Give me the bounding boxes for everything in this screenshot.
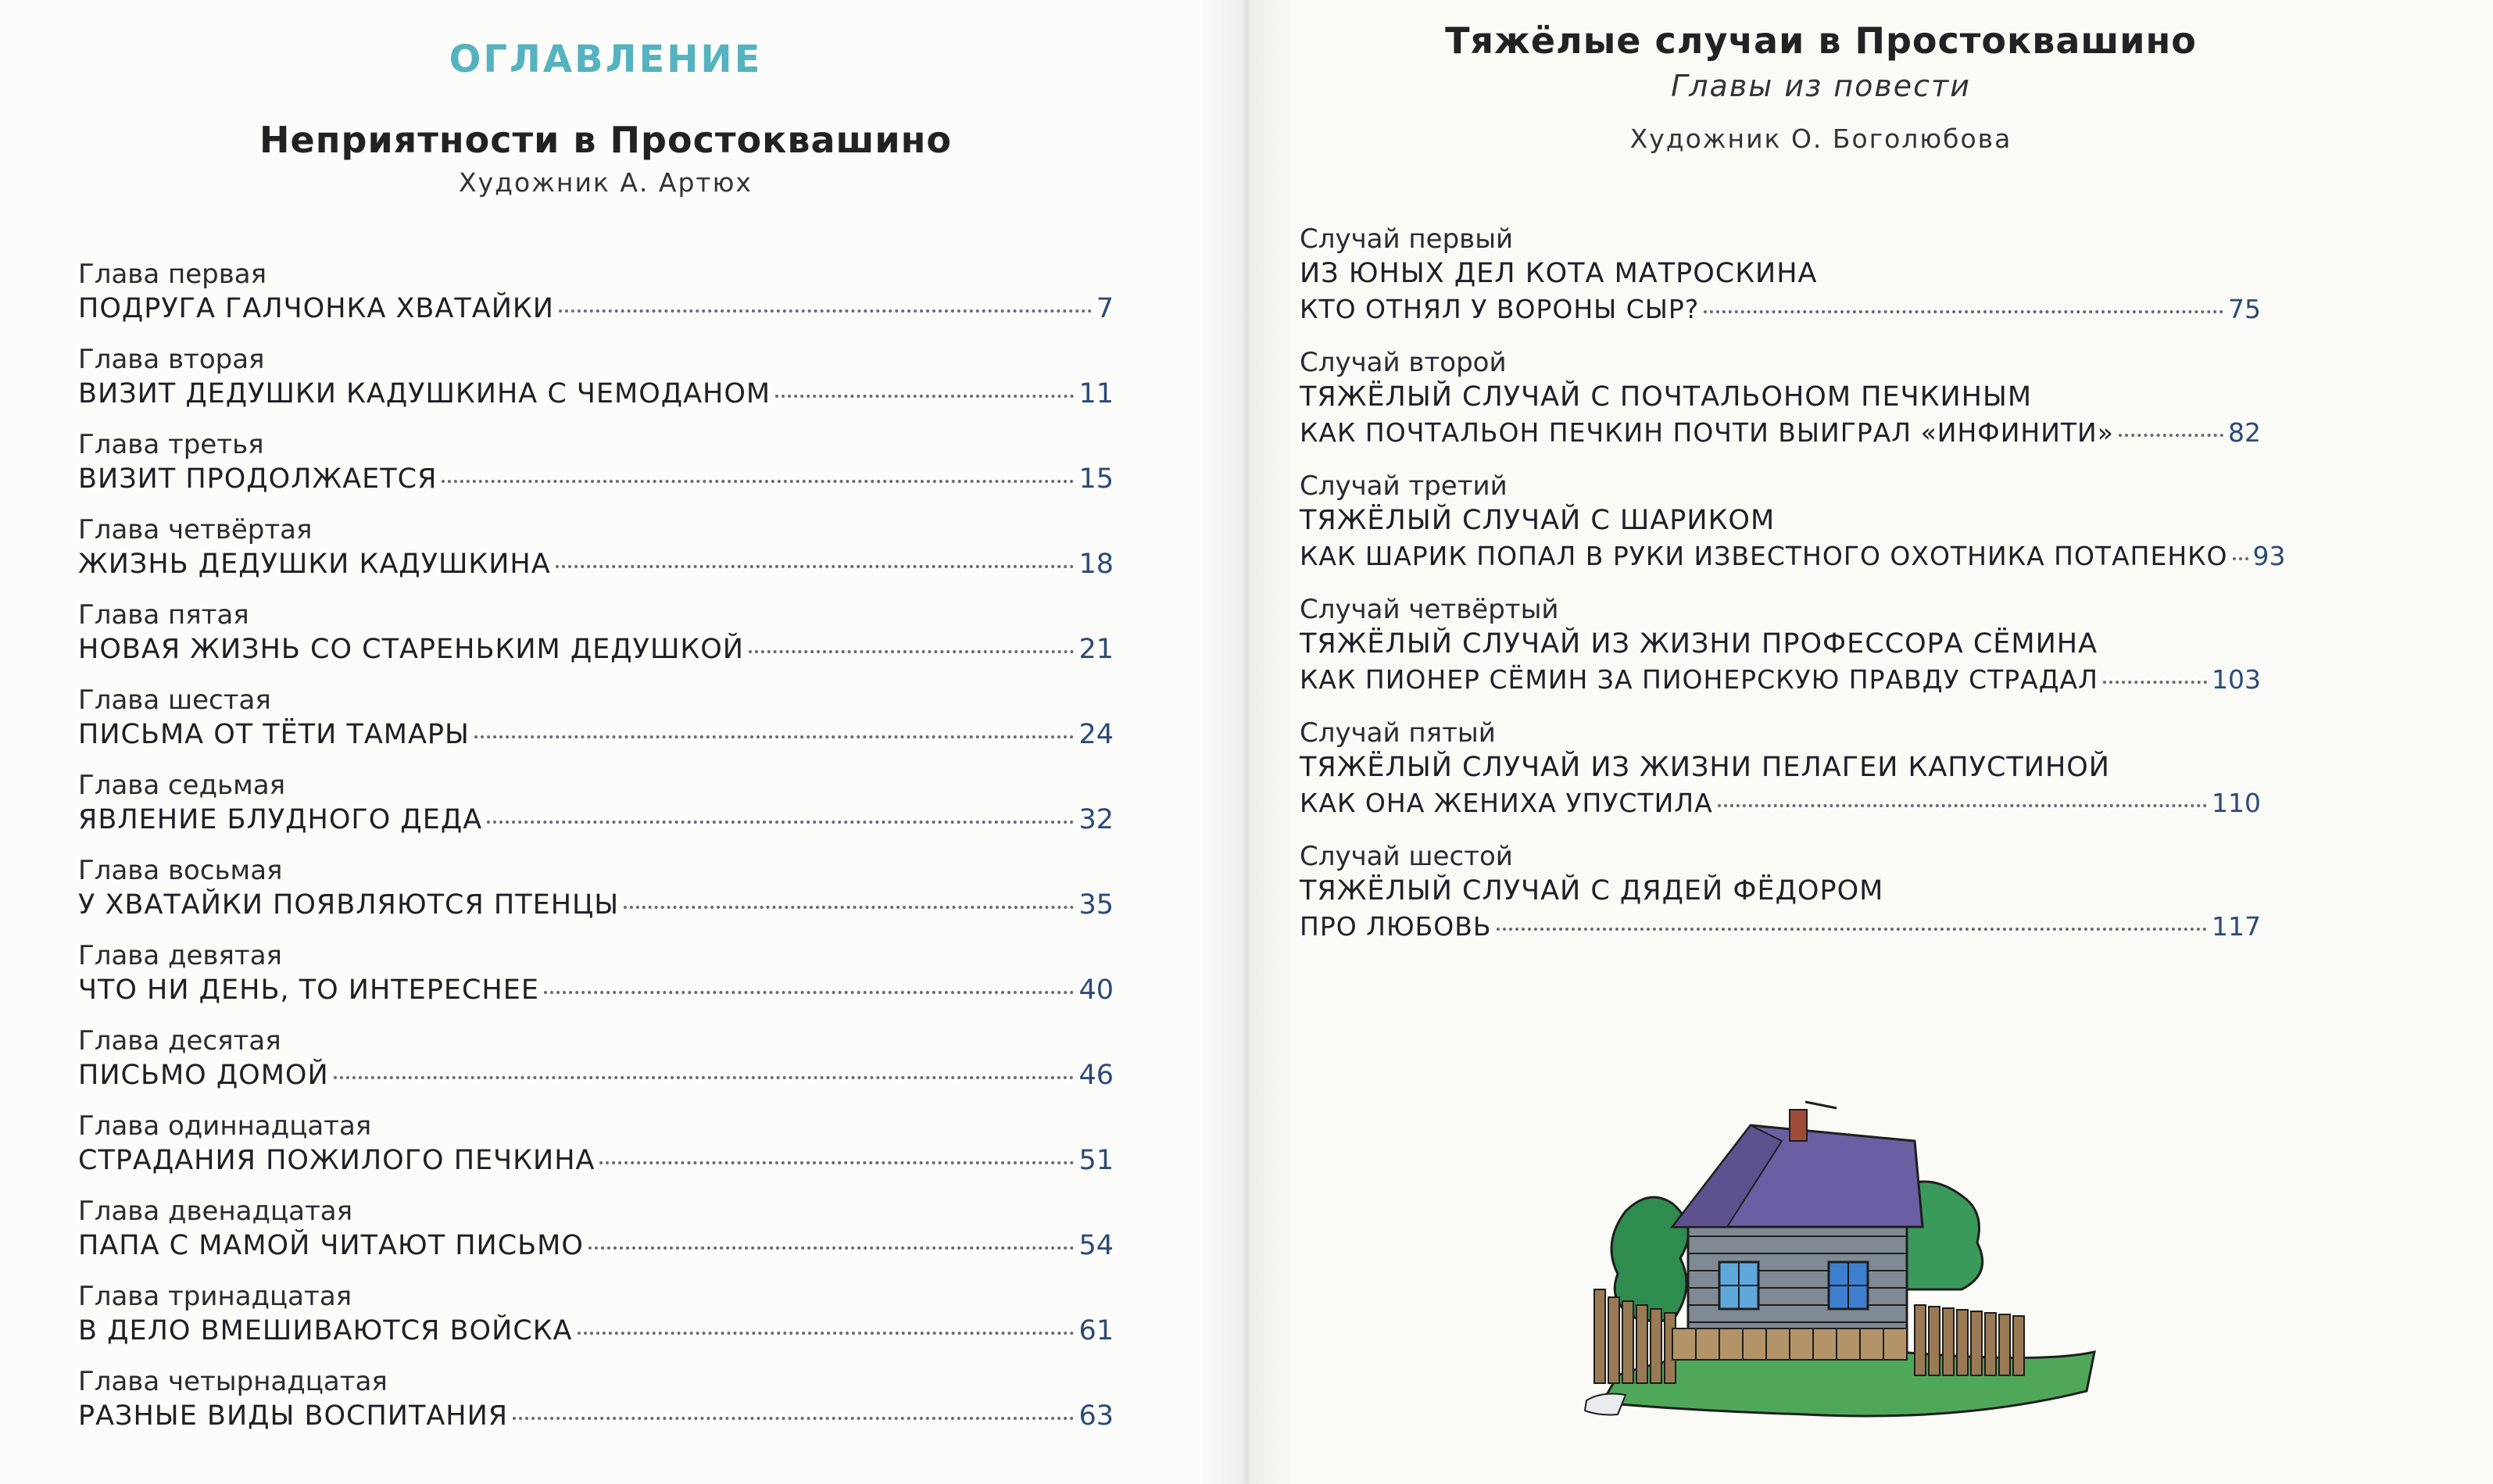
page-number: 82 xyxy=(2228,417,2261,448)
case-subtitle: КАК ПИОНЕР СЁМИН ЗА ПИОНЕРСКУЮ ПРАВДУ СТРАДАЛ xyxy=(1300,664,2098,695)
case-subtitle: ПРО ЛЮБОВЬ xyxy=(1300,911,1492,942)
dot-leader xyxy=(588,1246,1075,1250)
case-title: ТЯЖЁЛЫЙ СЛУЧАЙ ИЗ ЖИЗНИ ПЕЛАГЕИ КАПУСТИНОЙ xyxy=(1300,752,2110,783)
left-artist-credit: Художник А. Артюх xyxy=(459,167,753,198)
chapter-entry[interactable] xyxy=(78,854,1114,939)
dot-leader xyxy=(334,1076,1075,1079)
chapter-title: РАЗНЫЕ ВИДЫ ВОСПИТАНИЯ xyxy=(78,1400,509,1432)
case-subtitle: КАК ШАРИК ПОПАЛ В РУКИ ИЗВЕСТНОГО ОХОТНИКА ПОТАПЕНКО xyxy=(1300,541,2228,571)
left-section-title: Неприятности в Простоквашино xyxy=(259,119,952,161)
chapter-label: Глава седьмая xyxy=(78,770,286,801)
dot-leader xyxy=(749,650,1074,653)
chapter-title: ЧТО НИ ДЕНЬ, ТО ИНТЕРЕСНЕЕ xyxy=(78,974,539,1006)
chapter-label: Глава третья xyxy=(78,429,264,460)
right-section-title: Тяжёлые случаи в Простоквашино xyxy=(1445,20,2197,62)
page-number: 93 xyxy=(2252,541,2286,571)
chapter-entry[interactable] xyxy=(78,258,1114,343)
page-number: 54 xyxy=(1078,1230,1114,1261)
chapter-title: У ХВАТАЙКИ ПОЯВЛЯЮТСЯ ПТЕНЦЫ xyxy=(78,889,620,921)
chapter-title: НОВАЯ ЖИЗНЬ СО СТАРЕНЬКИМ ДЕДУШКОЙ xyxy=(78,634,744,665)
dot-leader xyxy=(1718,804,2207,807)
chapter-entry[interactable] xyxy=(78,1195,1114,1280)
dot-leader xyxy=(559,309,1092,313)
case-label: Случай четвёртый xyxy=(1300,594,1559,625)
page-number: 15 xyxy=(1078,463,1114,495)
chapter-title: ЖИЗНЬ ДЕДУШКИ КАДУШКИНА xyxy=(78,549,551,580)
case-subtitle: КАК ОНА ЖЕНИХА УПУСТИЛА xyxy=(1300,788,1713,818)
chapter-label: Глава пятая xyxy=(78,599,249,631)
chapter-label: Глава четырнадцатая xyxy=(78,1366,388,1397)
chapter-label: Глава одиннадцатая xyxy=(78,1110,372,1142)
dot-leader xyxy=(474,735,1075,738)
chapter-entry[interactable] xyxy=(78,939,1114,1024)
dot-leader xyxy=(1497,928,2207,931)
page-number: 35 xyxy=(1078,889,1114,921)
page-number: 75 xyxy=(2228,294,2261,324)
case-title: ТЯЖЁЛЫЙ СЛУЧАЙ С ДЯДЕЙ ФЁДОРОМ xyxy=(1300,875,1884,906)
dot-leader xyxy=(442,480,1074,483)
right-artist-credit: Художник О. Боголюбова xyxy=(1629,123,2012,154)
page-number: 32 xyxy=(1078,804,1114,835)
toc-heading: ОГЛАВЛЕНИЕ xyxy=(449,38,763,81)
dot-leader xyxy=(2103,681,2207,684)
page-number: 21 xyxy=(1078,634,1114,665)
case-entry[interactable] xyxy=(1300,717,2261,840)
chapter-title: ПОДРУГА ГАЛЧОНКА ХВАТАЙКИ xyxy=(78,293,554,324)
chapter-title: ПАПА С МАМОЙ ЧИТАЮТ ПИСЬМО xyxy=(78,1230,584,1261)
page-number: 11 xyxy=(1078,378,1114,409)
chapter-entry[interactable] xyxy=(78,513,1114,599)
dot-leader xyxy=(624,906,1074,909)
case-subtitle: КАК ПОЧТАЛЬОН ПЕЧКИН ПОЧТИ ВЫИГРАЛ «ИНФИНИТИ» xyxy=(1300,417,2114,448)
chapter-entry[interactable] xyxy=(78,1110,1114,1195)
chapter-label: Глава двенадцатая xyxy=(78,1196,353,1227)
chapter-title: ЯВЛЕНИЕ БЛУДНОГО ДЕДА xyxy=(78,804,483,835)
chapter-entry[interactable] xyxy=(78,1365,1114,1450)
chapter-entry[interactable] xyxy=(78,684,1114,769)
village-house-illustration xyxy=(1571,1094,2102,1430)
dot-leader xyxy=(578,1332,1075,1335)
case-title: ТЯЖЁЛЫЙ СЛУЧАЙ С ПОЧТАЛЬОНОМ ПЕЧКИНЫМ xyxy=(1300,381,2033,413)
case-label: Случай первый xyxy=(1300,223,1514,255)
chapter-entry[interactable] xyxy=(78,1024,1114,1110)
chapter-label: Глава четвёртая xyxy=(78,514,313,545)
book-gutter xyxy=(1200,0,1293,1484)
chapter-label: Глава девятая xyxy=(78,940,282,971)
chapter-title: ПИСЬМО ДОМОЙ xyxy=(78,1060,329,1091)
left-page xyxy=(0,0,1246,1484)
case-title: ИЗ ЮНЫХ ДЕЛ КОТА МАТРОСКИНА xyxy=(1300,258,1818,289)
chapter-title: СТРАДАНИЯ ПОЖИЛОГО ПЕЧКИНА xyxy=(78,1145,596,1176)
left-chapter-list xyxy=(78,258,1114,1450)
page-number: 18 xyxy=(1078,549,1114,580)
right-section-subtitle: Главы из повести xyxy=(1671,69,1971,103)
case-label: Случай шестой xyxy=(1300,841,1513,872)
dot-leader xyxy=(1704,310,2223,313)
chapter-label: Глава вторая xyxy=(78,344,265,375)
page-number: 7 xyxy=(1096,293,1114,324)
case-title: ТЯЖЁЛЫЙ СЛУЧАЙ С ШАРИКОМ xyxy=(1300,505,1776,536)
case-entry[interactable] xyxy=(1300,840,2261,964)
case-entry[interactable] xyxy=(1300,593,2261,717)
right-case-list xyxy=(1300,223,2286,964)
chapter-entry[interactable] xyxy=(78,769,1114,854)
dot-leader xyxy=(544,991,1074,994)
dot-leader xyxy=(599,1161,1074,1164)
case-subtitle: КТО ОТНЯЛ У ВОРОНЫ СЫР? xyxy=(1300,294,1700,324)
page-number: 110 xyxy=(2212,788,2261,818)
case-label: Случай третий xyxy=(1300,470,1508,502)
page-number: 61 xyxy=(1078,1315,1114,1346)
dot-leader xyxy=(487,821,1074,824)
chapter-label: Глава тринадцатая xyxy=(78,1281,352,1312)
page-number: 63 xyxy=(1078,1400,1114,1432)
page-number: 51 xyxy=(1078,1145,1114,1176)
case-label: Случай второй xyxy=(1300,347,1507,378)
chapter-entry[interactable] xyxy=(78,428,1114,513)
case-entry[interactable] xyxy=(1300,346,2261,470)
chapter-title: В ДЕЛО ВМЕШИВАЮТСЯ ВОЙСКА xyxy=(78,1315,573,1346)
chapter-title: ВИЗИТ ДЕДУШКИ КАДУШКИНА С ЧЕМОДАНОМ xyxy=(78,378,771,409)
case-title: ТЯЖЁЛЫЙ СЛУЧАЙ ИЗ ЖИЗНИ ПРОФЕССОРА СЁМИНА xyxy=(1300,628,2098,660)
chapter-label: Глава восьмая xyxy=(78,855,283,886)
page-number: 40 xyxy=(1078,974,1114,1006)
dot-leader xyxy=(513,1417,1074,1420)
dot-leader xyxy=(2233,557,2248,560)
chapter-label: Глава десятая xyxy=(78,1025,281,1057)
case-entry[interactable] xyxy=(1300,223,2261,346)
chapter-label: Глава шестая xyxy=(78,685,271,716)
chapter-title: ПИСЬМА ОТ ТЁТИ ТАМАРЫ xyxy=(78,719,470,750)
case-entry[interactable] xyxy=(1300,470,2286,593)
chapter-entry[interactable] xyxy=(78,599,1114,684)
chapter-title: ВИЗИТ ПРОДОЛЖАЕТСЯ xyxy=(78,463,438,495)
dot-leader xyxy=(2119,434,2223,437)
chapter-entry[interactable] xyxy=(78,343,1114,428)
dot-leader xyxy=(775,395,1074,398)
chapter-label: Глава первая xyxy=(78,259,267,290)
chapter-entry[interactable] xyxy=(78,1280,1114,1365)
page-number: 117 xyxy=(2212,911,2261,942)
dot-leader xyxy=(556,565,1075,568)
case-label: Случай пятый xyxy=(1300,717,1496,749)
page-number: 24 xyxy=(1078,719,1114,750)
page-number: 46 xyxy=(1078,1060,1114,1091)
page-number: 103 xyxy=(2212,664,2261,695)
